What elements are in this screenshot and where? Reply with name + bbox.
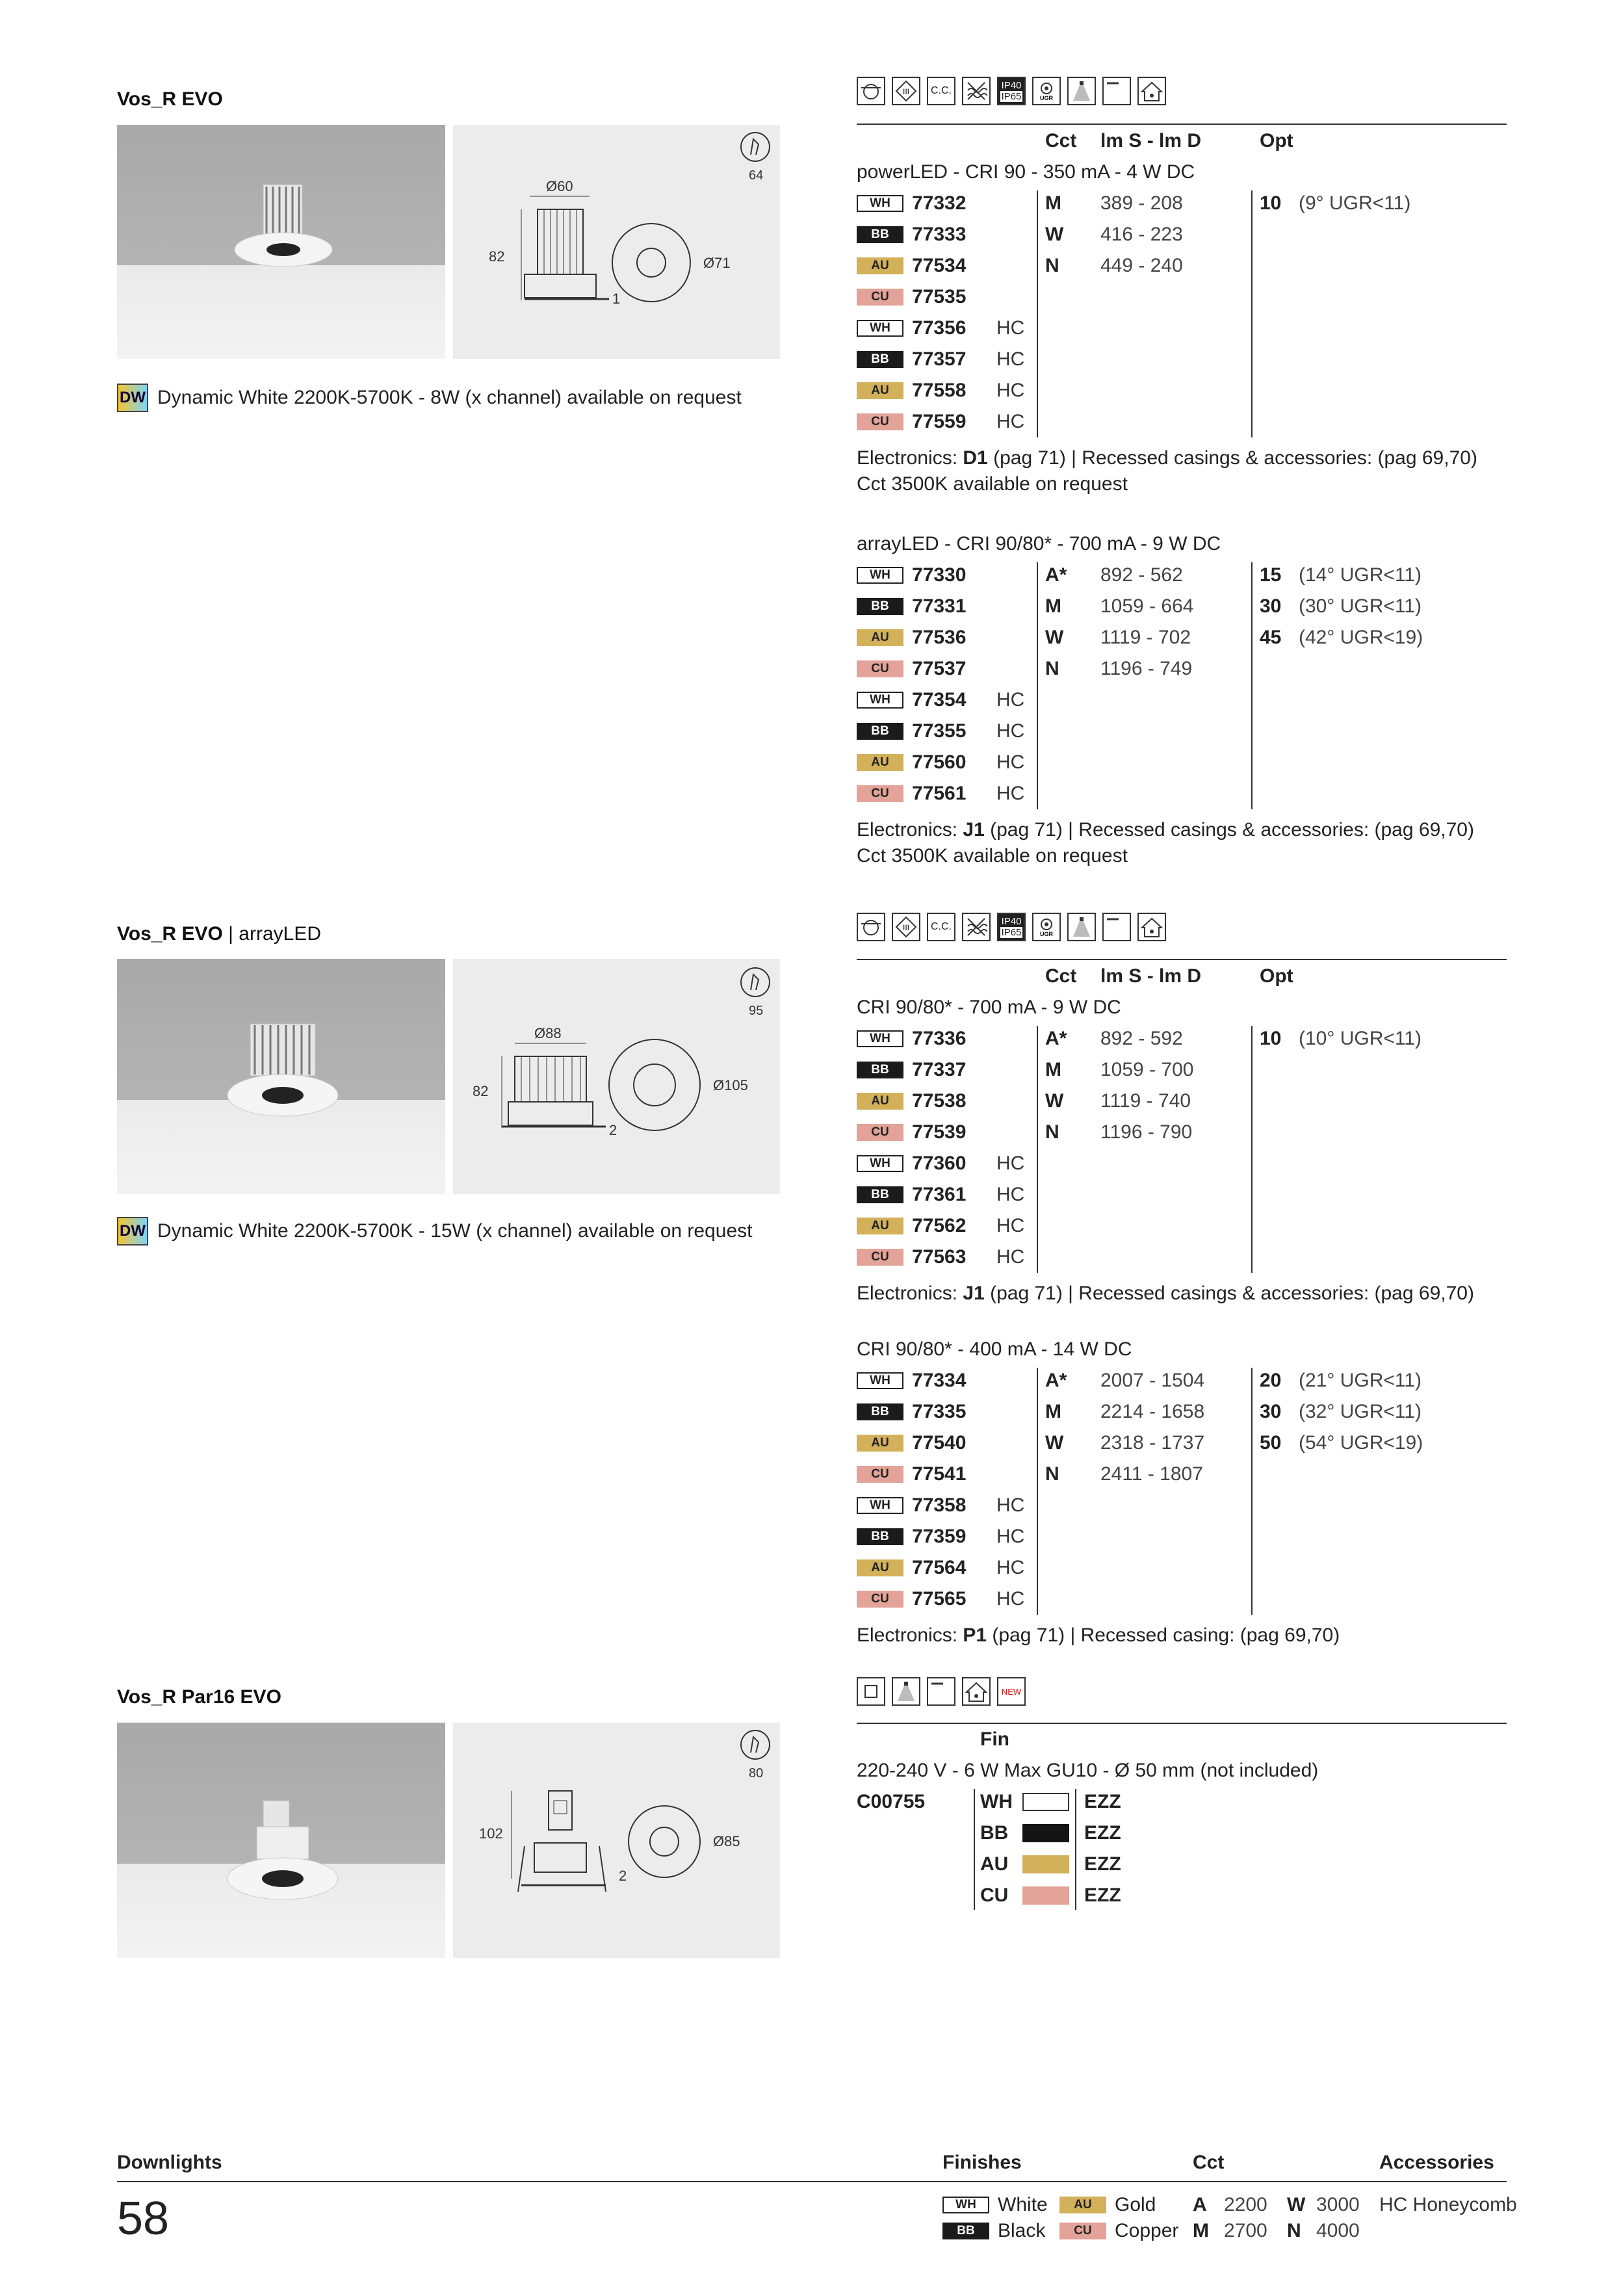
optic-detail: (32° UGR<11) [1299,1401,1422,1422]
table-row [857,685,1507,716]
table-row [857,219,1507,250]
finish-badge: CU [857,413,903,430]
product-code: 77333 [912,224,967,245]
table-row [857,622,1507,653]
note-driver: J1 [963,1283,985,1304]
lumen-value: 449 - 240 [1100,255,1183,276]
optic-angle: 10 [1260,192,1282,214]
svg-text:III: III [902,87,910,96]
finish-swatch [1022,1824,1069,1842]
cutout-icon [741,1730,770,1759]
product-code: 77558 [912,380,967,401]
constant-current-icon: C.C. [927,77,955,105]
optic-detail: (30° UGR<11) [1299,595,1422,617]
table-row [857,1148,1507,1179]
dynamic-white-note: DW Dynamic White 2200K-5700K - 15W (x channel) available on request [117,1217,752,1246]
ceiling-light-icon [1067,913,1096,941]
group-label: powerLED - CRI 90 - 350 mA - 4 W DC [857,161,1195,183]
product-photo [117,959,445,1194]
finish-code: AU [980,1853,1009,1875]
product-code: 77538 [912,1090,967,1112]
product-title: Vos_R EVO | arrayLED [117,923,322,945]
socket-code: EZZ [1084,1822,1121,1844]
cct-value: M [1045,192,1061,214]
note-prefix: Electronics: [857,1283,963,1304]
lumen-value: 2214 - 1658 [1100,1401,1205,1422]
cct-value: W [1045,224,1064,245]
cutout-size: 64 [749,168,764,183]
lumen-value: 1059 - 700 [1100,1059,1194,1080]
electronics-note [857,445,1477,471]
group-label: 220-240 V - 6 W Max GU10 - Ø 50 mm (not included) [857,1760,1319,1781]
dynamic-white-note: DW Dynamic White 2200K-5700K - 8W (x channel) available on request [117,384,742,412]
table-row [857,1584,1507,1615]
table-row [857,250,1507,281]
class-iii-icon [892,913,920,941]
finish-badge: BB [857,1062,903,1078]
dim-top: Ø88 [534,1025,562,1041]
cct-value: A* [1045,564,1067,586]
product-code: 77536 [912,627,967,648]
ip-rating-icon: IP40 IP65 [997,913,1026,941]
finish-badge: AU [857,754,903,771]
ip-rating-icon: IP40 IP65 [997,77,1026,105]
finish-swatch [1022,1855,1069,1873]
lumen-value: 892 - 562 [1100,564,1183,586]
table-row [857,281,1507,313]
honeycomb-tag: HC [996,720,1025,742]
product-code: 77355 [912,720,967,742]
finish-badge-wh: WH [942,2197,989,2213]
finish-badge: AU [857,1093,903,1110]
dim-top: Ø60 [546,178,573,194]
optic-header: Opt [1260,130,1293,151]
svg-text:III: III [902,923,910,932]
feature-icons [857,913,1166,941]
technical-drawing [453,1723,780,1958]
cct-value: N [1045,1463,1059,1485]
lumen-value: 1119 - 740 [1100,1090,1191,1112]
new-badge-icon: NEW [997,1677,1026,1706]
product-code: 77564 [912,1557,967,1578]
square-mount-icon [857,1677,885,1706]
cct-legend: A 2200 W 3000 M 2700 N 4000 [1193,2194,1360,2241]
product-table [857,125,1507,873]
cct-value: A* [1045,1028,1067,1049]
finish-badge: AU [857,1559,903,1576]
finish-badge: BB [857,1403,903,1420]
finish-badge: WH [857,320,903,337]
note-rest: (pag 71) | Recessed casing: (pag 69,70) [987,1624,1340,1646]
honeycomb-tag: HC [996,1184,1025,1205]
finish-badge: AU [857,382,903,399]
group-label: arrayLED - CRI 90/80* - 700 mA - 9 W DC [857,533,1221,554]
note-rest: (pag 71) | Recessed casings & accessories: (pag 69,70) [984,819,1474,841]
honeycomb-tag: HC [996,411,1025,432]
optic-angle: 30 [1260,1401,1282,1422]
note-driver: J1 [963,819,985,841]
cct-value: N [1045,255,1059,276]
product-code: C00755 [857,1791,926,1812]
product-code: 77565 [912,1588,967,1610]
product-title: Vos_R EVO [117,88,223,110]
par16-table [857,1724,1507,1919]
table-row [857,591,1507,622]
socket-code: EZZ [1084,1853,1121,1875]
optic-detail: (14° UGR<11) [1299,564,1422,586]
svg-text:UGR: UGR [1040,931,1053,937]
cct-value: M [1045,595,1061,617]
lumen-value: 416 - 223 [1100,224,1183,245]
house-icon [962,1677,991,1706]
group-label: CRI 90/80* - 700 mA - 9 W DC [857,997,1121,1018]
table-row [857,747,1507,778]
finish-badge: BB [857,598,903,615]
constant-current-icon: C.C. [927,913,955,941]
cutout-icon [741,133,770,161]
finish-badge: CU [857,1124,903,1141]
optic-detail: (54° UGR<19) [1299,1432,1423,1454]
ceiling-icon [1102,913,1131,941]
no-insulation-icon [962,77,991,105]
table-row [857,1023,1507,1054]
house-icon [1137,77,1166,105]
luminaire-image [117,125,445,359]
column-divider [1075,1789,1076,1910]
ceiling-icon [927,1677,955,1706]
optic-header: Opt [1260,965,1293,987]
feature-icons [857,1677,1026,1706]
finish-badge-au: AU [1059,2197,1106,2213]
product-photo [117,1723,445,1958]
finish-code: CU [980,1885,1009,1906]
finish-legend: WH White AU Gold BB Black CU Copper [942,2189,1189,2248]
ugr-icon [1032,913,1061,941]
finish-badge: BB [857,1528,903,1545]
table-row [857,1117,1507,1148]
footer-section-title: Downlights [117,2152,222,2173]
finish-badge: WH [857,1497,903,1514]
dim-ring: Ø85 [713,1833,740,1849]
house-icon [1137,913,1166,941]
lumen-value: 1119 - 702 [1100,627,1191,648]
cct-header: Cct [1045,130,1077,151]
optic-angle: 30 [1260,595,1282,617]
technical-drawing [453,959,780,1194]
table-row [857,1210,1507,1242]
table-row [857,1490,1507,1521]
optic-detail: (42° UGR<19) [1299,627,1423,648]
product-code: 77357 [912,348,967,370]
cct-value: M [1045,1401,1061,1422]
honeycomb-tag: HC [996,1215,1025,1236]
product-table [857,961,1507,1650]
product-code: 77559 [912,411,967,432]
finish-badge: WH [857,1372,903,1389]
table-row [857,1396,1507,1428]
finish-code: BB [980,1822,1009,1844]
table-row [857,313,1507,344]
table-row [857,188,1507,219]
footer-cct-heading: Cct [1193,2152,1225,2173]
dim-height: 102 [479,1825,503,1842]
note-rest: (pag 71) | Recessed casings & accessories: (pag 69,70) [987,447,1477,469]
product-code: 77541 [912,1463,967,1485]
optic-detail: (9° UGR<11) [1299,192,1411,214]
lumen-value: 2318 - 1737 [1100,1432,1205,1454]
electronics-note [857,1623,1340,1649]
finish-badge: WH [857,567,903,584]
divider [857,124,1507,125]
finish-badge: AU [857,1218,903,1234]
product-code: 77354 [912,689,967,711]
finish-badge: BB [857,1186,903,1203]
fin-header: Fin [980,1729,1009,1750]
ceiling-light-icon [892,1677,920,1706]
note-prefix: Electronics: [857,819,963,841]
honeycomb-tag: HC [996,1494,1025,1516]
product-code: 77334 [912,1370,967,1391]
technical-drawing [453,125,780,359]
product-code: 77332 [912,192,967,214]
product-code: 77360 [912,1153,967,1174]
product-code: 77361 [912,1184,967,1205]
ceiling-light-icon [1067,77,1096,105]
group-label: CRI 90/80* - 400 mA - 14 W DC [857,1338,1132,1360]
note-prefix: Electronics: [857,1624,963,1646]
table-row [857,560,1507,591]
table-row [857,375,1507,406]
honeycomb-tag: HC [996,751,1025,773]
table-row [857,406,1507,437]
finish-badge: CU [857,785,903,802]
honeycomb-tag: HC [996,689,1025,711]
svg-text:UGR: UGR [1040,95,1053,101]
finish-badge: AU [857,1435,903,1452]
product-code: 77562 [912,1215,967,1236]
product-code: 77359 [912,1526,967,1547]
product-code: 77560 [912,751,967,773]
finish-badge: BB [857,723,903,740]
optic-angle: 45 [1260,627,1282,648]
accessory-legend: HC Honeycomb [1379,2194,1517,2215]
luminaire-image [117,1723,445,1958]
optic-detail: (10° UGR<11) [1299,1028,1422,1049]
dim-height: 82 [473,1083,489,1099]
honeycomb-tag: HC [996,380,1025,401]
lumen-header: lm S - lm D [1100,130,1202,151]
table-row [857,1428,1507,1459]
table-row [857,1521,1507,1552]
table-row [857,344,1507,375]
product-code: 77561 [912,783,967,804]
table-row [857,1054,1507,1086]
socket-code: EZZ [1084,1885,1121,1906]
cct-value: N [1045,1121,1059,1143]
product-code: 77336 [912,1028,967,1049]
electronics-note [857,1281,1474,1307]
cct-value: W [1045,1090,1064,1112]
table-row [857,653,1507,685]
product-code: 77335 [912,1401,967,1422]
finish-badge: CU [857,660,903,677]
finish-badge: WH [857,1155,903,1172]
product-code: 77539 [912,1121,967,1143]
finish-swatch [1022,1886,1069,1905]
cutout-icon [741,968,770,997]
availability-note: Cct 3500K available on request [857,473,1128,495]
cct-header: Cct [1045,965,1077,987]
table-row [857,1459,1507,1490]
product-code: 77356 [912,317,967,339]
finish-swatch [1022,1793,1069,1811]
lumen-value: 1196 - 749 [1100,658,1193,679]
optic-angle: 15 [1260,564,1282,586]
dim-ring: Ø71 [703,255,731,271]
thickness-note: 1 [612,291,621,307]
electronics-note [857,817,1474,843]
lumen-value: 389 - 208 [1100,192,1183,214]
note-driver: D1 [963,447,988,469]
optic-angle: 10 [1260,1028,1282,1049]
luminaire-image [117,959,445,1194]
dw-badge-icon: DW [117,384,148,412]
table-row [857,716,1507,747]
table-row [857,1179,1507,1210]
optic-angle: 20 [1260,1370,1282,1391]
honeycomb-tag: HC [996,1588,1025,1610]
table-row [857,1552,1507,1584]
finish-badge: AU [857,629,903,646]
product-photo [117,125,445,359]
optic-detail: (21° UGR<11) [1299,1370,1422,1391]
finish-badge: AU [857,257,903,274]
product-code: 77358 [912,1494,967,1516]
finish-badge: BB [857,351,903,368]
finish-badge: CU [857,1591,903,1608]
finish-badge-cu: CU [1059,2223,1106,2239]
note-rest: (pag 71) | Recessed casings & accessories: (pag 69,70) [984,1283,1474,1304]
table-row [857,1242,1507,1273]
product-code: 77337 [912,1059,967,1080]
socket-code: EZZ [1084,1791,1121,1812]
lumen-value: 892 - 592 [1100,1028,1183,1049]
finish-badge: WH [857,195,903,212]
cct-value: M [1045,1059,1061,1080]
ceiling-icon [1102,77,1131,105]
note-driver: P1 [963,1624,987,1646]
honeycomb-tag: HC [996,1153,1025,1174]
lumen-value: 1196 - 790 [1100,1121,1193,1143]
footer-divider [117,2181,1507,2182]
finish-badge: CU [857,289,903,306]
honeycomb-tag: HC [996,348,1025,370]
table-row [857,778,1507,809]
divider [857,959,1507,960]
cct-value: W [1045,1432,1064,1454]
honeycomb-tag: HC [996,783,1025,804]
note-prefix: Electronics: [857,447,963,469]
product-code: 77540 [912,1432,967,1454]
thickness-note: 2 [619,1868,627,1884]
product-code: 77331 [912,595,967,617]
cct-value: W [1045,627,1064,648]
footer-finishes-heading: Finishes [942,2152,1022,2173]
availability-note: Cct 3500K available on request [857,845,1128,867]
honeycomb-tag: HC [996,317,1025,339]
column-divider [974,1789,975,1910]
lumen-value: 2411 - 1807 [1100,1463,1203,1485]
table-row [857,1365,1507,1396]
product-code: 77563 [912,1246,967,1268]
product-code: 77537 [912,658,967,679]
product-code: 77534 [912,255,967,276]
ugr-icon [1032,77,1061,105]
dim-ring: Ø105 [713,1077,748,1093]
lumen-value: 2007 - 1504 [1100,1370,1205,1391]
footer-accessories-heading: Accessories [1379,2152,1494,2173]
product-title: Vos_R Par16 EVO [117,1686,281,1708]
finish-badge: CU [857,1466,903,1483]
finish-code: WH [980,1791,1013,1812]
honeycomb-tag: HC [996,1557,1025,1578]
lumen-header: lm S - lm D [1100,965,1202,987]
no-insulation-icon [962,913,991,941]
thickness-note: 2 [609,1122,617,1138]
cutout-size: 95 [749,1004,764,1018]
finish-badge: BB [857,226,903,243]
class-iii-icon [892,77,920,105]
feature-icons [857,77,1166,105]
cct-value: N [1045,658,1059,679]
finish-badge: WH [857,692,903,709]
honeycomb-tag: HC [996,1526,1025,1547]
finish-badge: CU [857,1249,903,1266]
recessed-mount-icon [857,913,885,941]
dw-badge-icon: DW [117,1217,148,1246]
page-number: 58 [117,2193,170,2245]
cutout-size: 80 [749,1766,764,1781]
product-code: 77535 [912,286,967,307]
honeycomb-tag: HC [996,1246,1025,1268]
dim-height: 82 [489,248,505,265]
finish-badge-bb: BB [942,2223,989,2239]
product-code: 77330 [912,564,967,586]
finish-badge: WH [857,1030,903,1047]
optic-angle: 50 [1260,1432,1282,1454]
table-row [857,1086,1507,1117]
recessed-mount-icon [857,77,885,105]
cct-value: A* [1045,1370,1067,1391]
lumen-value: 1059 - 664 [1100,595,1194,617]
